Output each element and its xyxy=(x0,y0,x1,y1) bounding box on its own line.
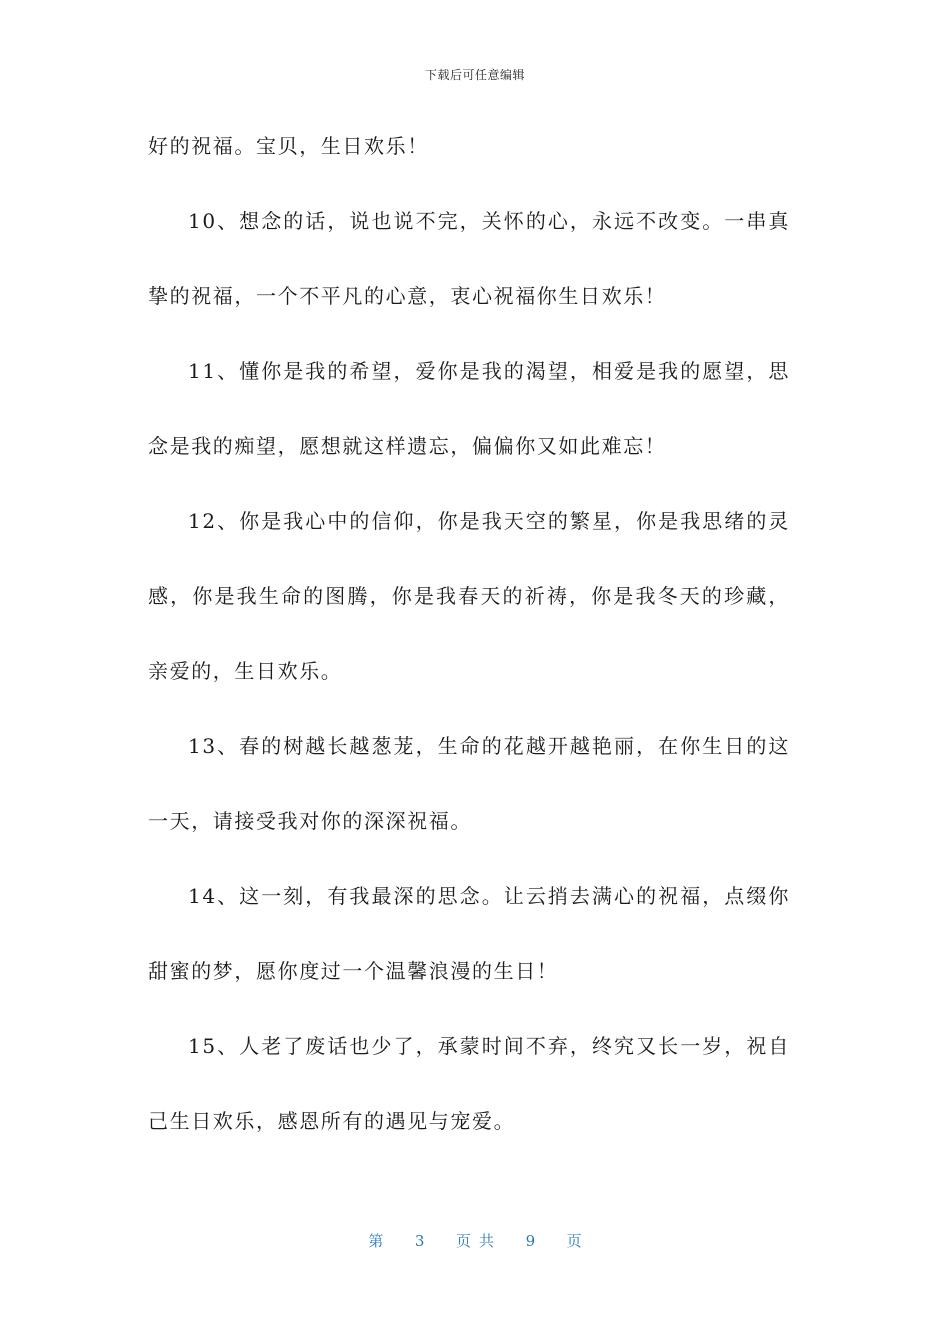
page-suffix: 页 xyxy=(566,1232,582,1250)
text-line: 12、你是我心中的信仰，你是我天空的繁星，你是我思绪的灵 xyxy=(188,509,790,533)
text-line: 13、春的树越长越葱茏，生命的花越开越艳丽，在你生日的这 xyxy=(188,734,790,758)
page-middle-text: 页共 xyxy=(455,1232,502,1250)
total-page-number: 9 xyxy=(525,1232,536,1250)
text-line: 11、懂你是我的希望，爱你是我的渴望，相爱是我的愿望，思 xyxy=(188,359,790,383)
text-line: 甜蜜的梦，愿你度过一个温馨浪漫的生日！ xyxy=(148,959,559,983)
text-line: 感，你是我生命的图腾，你是我春天的祈祷，你是我冬天的珍藏， xyxy=(148,584,790,608)
text-line: 14、这一刻，有我最深的思念。让云捎去满心的祝福，点缀你 xyxy=(188,884,790,908)
page-prefix: 第 xyxy=(368,1232,384,1250)
text-line: 一天，请接受我对你的深深祝福。 xyxy=(148,809,472,833)
page-header: 下载后可任意编辑 xyxy=(424,68,525,82)
text-line: 15、人老了废话也少了，承蒙时间不弃，终究又长一岁，祝自 xyxy=(188,1034,790,1058)
text-line: 念是我的痴望，愿想就这样遗忘，偏偏你又如此难忘！ xyxy=(148,434,667,458)
text-line: 亲爱的，生日欢乐。 xyxy=(148,659,343,683)
text-line: 己生日欢乐，感恩所有的遇见与宠爱。 xyxy=(148,1109,516,1133)
page-number-footer xyxy=(0,1230,950,1251)
current-page-number: 3 xyxy=(414,1232,425,1250)
text-line: 10、想念的话，说也说不完，关怀的心，永远不改变。一串真 xyxy=(188,209,790,233)
text-line: 好的祝福。宝贝，生日欢乐！ xyxy=(148,134,429,158)
text-line: 挚的祝福，一个不平凡的心意，衷心祝福你生日欢乐！ xyxy=(148,284,667,308)
